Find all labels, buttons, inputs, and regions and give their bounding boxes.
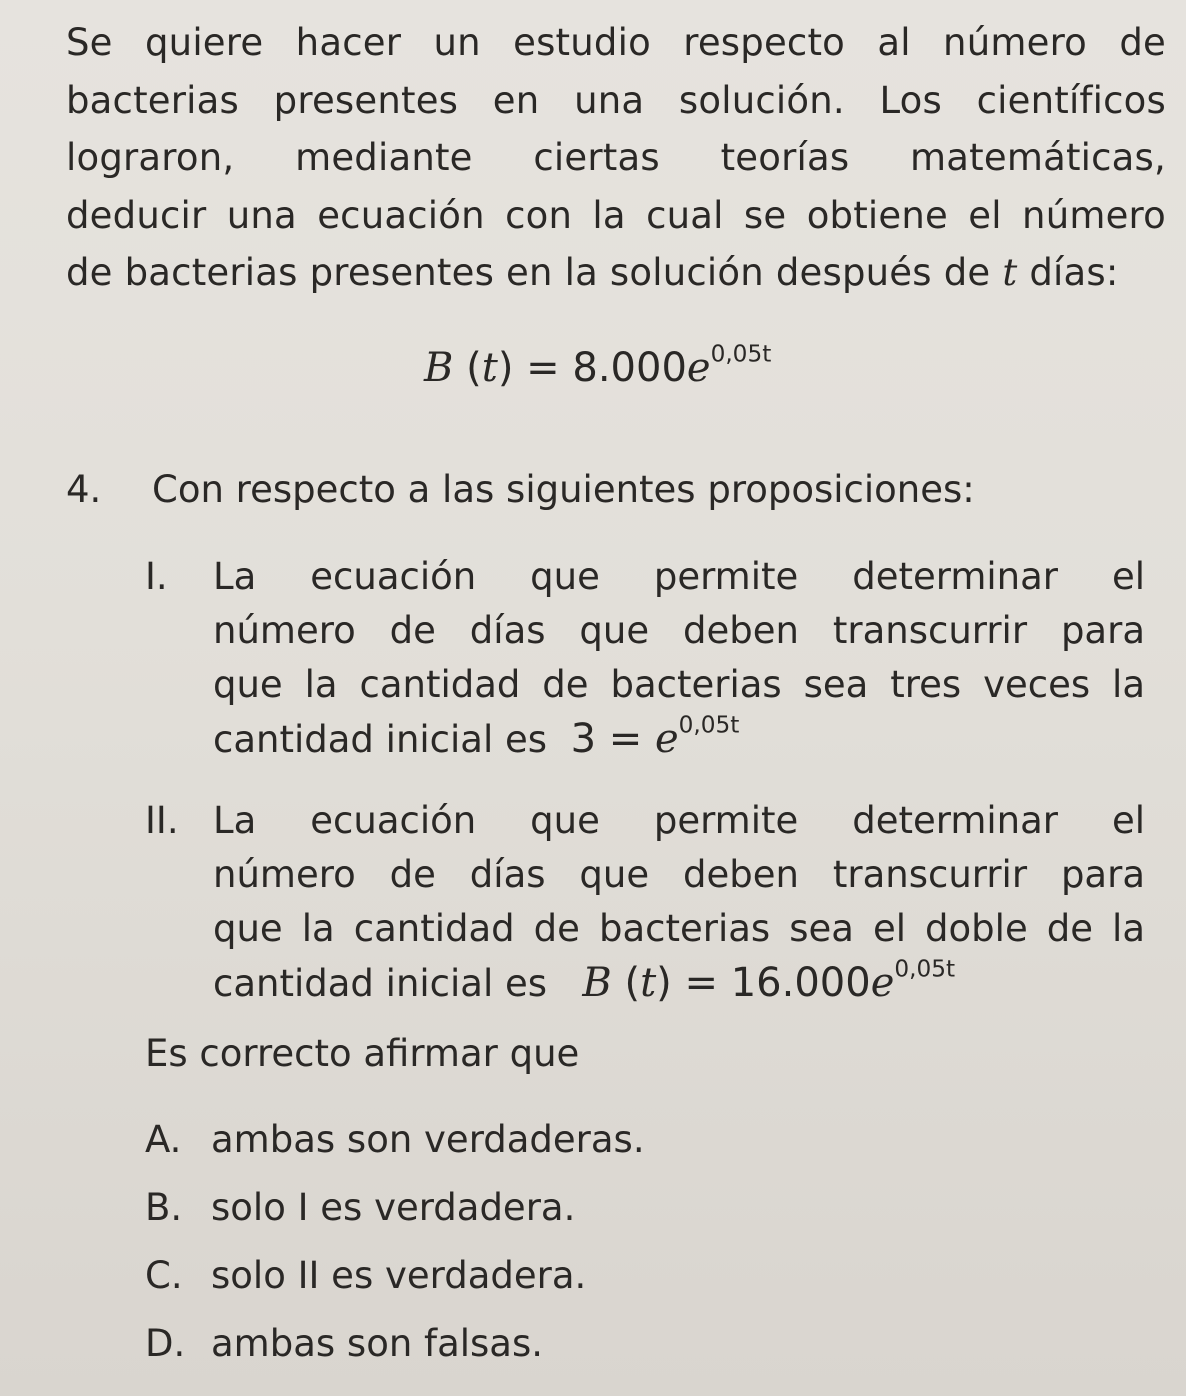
proposition-2-math-fn: B: [582, 960, 612, 1006]
option-c[interactable]: [145, 1254, 586, 1297]
proposition-2-line-2: número de días que deben transcurrir para: [213, 853, 1145, 896]
problem-statement: [66, 14, 1166, 302]
proposition-1-math-lhs: 3: [570, 716, 597, 762]
proposition-2-math-base: e: [870, 960, 895, 1006]
proposition-2-last-text: cantidad inicial es: [213, 962, 548, 1005]
option-c-letter: C.: [145, 1254, 183, 1297]
proposition-1-math-base: e: [655, 716, 679, 762]
proposition-1-line-2: número de días que deben transcurrir para: [213, 609, 1145, 652]
proposition-2-label: II.: [145, 799, 179, 842]
formula-coefficient: 8.000: [572, 345, 687, 391]
proposition-1-math-eq: =: [608, 716, 643, 762]
main-formula: B $(t) = 8.000e^{0,05t}$: [424, 340, 772, 391]
proposition-1-last-text: cantidad inicial es: [213, 718, 548, 761]
formula-function-name: B: [424, 345, 454, 391]
proposition-2-math-exp: 0,05t: [894, 955, 956, 983]
intro-line-2: bacterias presentes en una solución. Los científicos: [66, 78, 1166, 122]
proposition-1-line-3: que la cantidad de bacterias sea tres veces la: [213, 663, 1145, 706]
formula-base: e: [686, 345, 711, 391]
question-number: 4.: [66, 468, 102, 511]
option-b-letter: B.: [145, 1186, 183, 1229]
intro-line-4: deducir una ecuación con la cual se obtiene el número: [66, 193, 1166, 237]
intro-line-5-text: de bacterias presentes en la solución después de: [66, 251, 991, 294]
intro-line-3: lograron, mediante ciertas teorías matemáticas,: [66, 136, 1166, 179]
option-a-text: ambas son verdaderas.: [211, 1118, 645, 1161]
proposition-2-math-arg: t: [640, 960, 657, 1006]
question-heading: [66, 468, 975, 511]
proposition-1-equation: [570, 711, 740, 762]
formula-exponent: 0,05t: [710, 340, 772, 368]
proposition-2: [145, 794, 1145, 1011]
formula-argument: t: [481, 345, 498, 391]
option-d-text: ambas son falsas.: [211, 1322, 544, 1365]
conclusion-prompt: Es correcto afirmar que: [145, 1032, 580, 1075]
intro-line-1: Se quiere hacer un estudio respecto al número de: [66, 21, 1166, 64]
proposition-2-math-eq: =: [684, 960, 719, 1006]
intro-variable-t: t: [1002, 251, 1018, 294]
formula-equals: =: [526, 345, 560, 391]
proposition-1-line-1: La ecuación que permite determinar el: [213, 555, 1145, 598]
proposition-2-equation: B $(t) = 16.000e^{0,05t}$: [582, 955, 956, 1006]
proposition-1: [145, 550, 1145, 767]
proposition-1-math-exp: 0,05t: [678, 711, 740, 739]
option-d-letter: D.: [145, 1322, 186, 1365]
intro-line-5-tail: días:: [1029, 251, 1119, 294]
proposition-2-line-1: La ecuación que permite determinar el: [213, 799, 1145, 842]
option-d[interactable]: [145, 1322, 543, 1365]
proposition-1-label: I.: [145, 555, 168, 598]
proposition-1-line-4: [213, 712, 1145, 767]
proposition-2-line-3: que la cantidad de bacterias sea el doble de la: [213, 907, 1145, 950]
proposition-2-line-4: [213, 956, 1145, 1011]
option-a[interactable]: [145, 1118, 645, 1161]
proposition-2-math-coef: 16.000: [730, 960, 871, 1006]
intro-line-5: [66, 244, 1166, 302]
option-b-text: solo I es verdadera.: [211, 1186, 576, 1229]
option-a-letter: A.: [145, 1118, 182, 1161]
option-c-text: solo II es verdadera.: [211, 1254, 587, 1297]
question-prompt: Con respecto a las siguientes proposiciones:: [152, 468, 975, 511]
option-b[interactable]: [145, 1186, 575, 1229]
